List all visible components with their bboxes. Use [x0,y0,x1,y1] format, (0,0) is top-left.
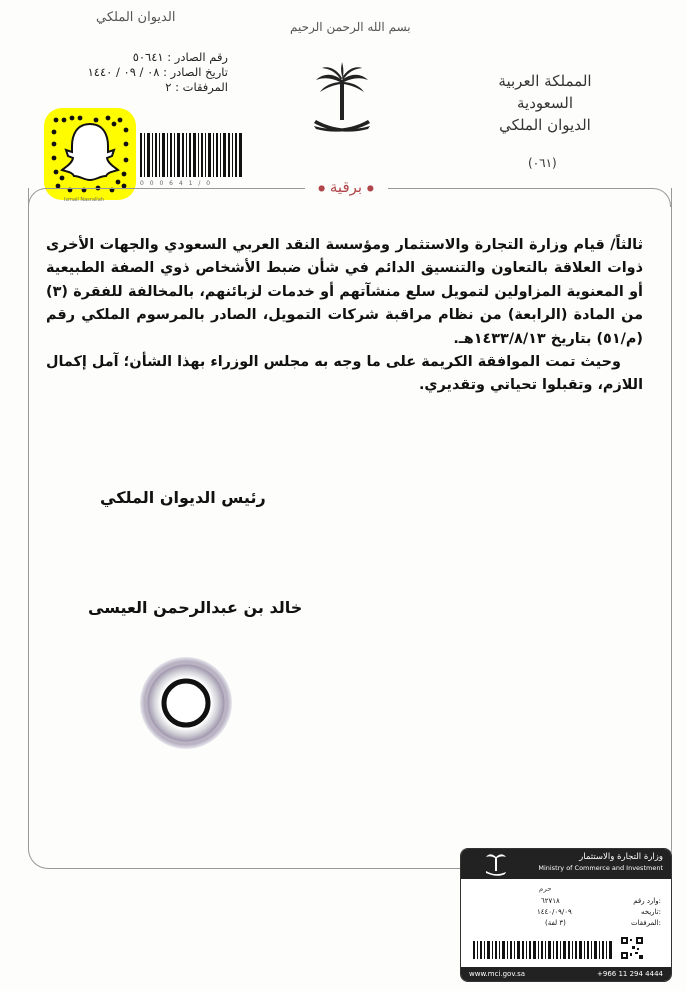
stamp-header [461,849,671,879]
stamp-footer [461,967,671,981]
snapcode [44,108,136,200]
telegram-type-text: برقية [329,178,363,196]
hologram-seal-icon [138,655,234,751]
stamp-ministry-ar: وزارة التجارة والاستثمار [579,852,663,862]
frame-top-left [28,188,305,207]
attachments-count: المرفقات : ٢ [165,80,228,94]
kingdom-title-block [470,70,620,136]
document-barcode [140,133,242,177]
stamp-incoming-value: ٦٢٧١٨ [541,897,560,905]
dot-right-icon: ● [366,183,374,193]
kingdom-name: المملكة العربية السعودية [498,72,592,112]
ministry-incoming-stamp [460,848,672,982]
royal-court-name: الديوان الملكي [499,116,591,134]
palm-swords-emblem-icon [310,62,374,142]
stamp-website: www.mci.gov.sa [469,970,526,978]
issue-meta [78,50,228,95]
basmala: بسم الله الرحمن الرحيم [290,20,411,34]
stamp-qr-icon [621,937,643,959]
signatory-name: خالد بن عبدالرحمن العيسى [88,598,303,617]
stamp-handwritten-note: حرم [539,885,552,893]
stamp-date-value: ١٤٤٠/٠٩/٠٩ [537,908,572,916]
dot-left-icon: ● [318,183,326,193]
frame-top-right [388,188,671,207]
barcode-number: 0 0 0 6 4 1 / 0 [140,180,213,187]
telegram-type-label [304,178,388,196]
royal-court-top-label: الديوان الملكي [96,10,176,25]
paragraph-third-directive: ثالثاً/ قيام وزارة التجارة والاستثمار ومؤسسة النقد العربي السعودي والجهات الأخرى ذوات العلاقة بالتعاون والتنسيق الدائم في شأن ضبط الأشخاص ذوي الصفة الطبيعية أو المعنوية المزاولين لتمويل سلع منشآتهم أو خدمات لزبائنهم، بالمخالفة للفقرة (٣) من المادة (الرابعة) من نظام مراقبة شركات التمويل، الصادر بالمرسوم الملكي رقم (م/٥١) بتاريخ ١٤٣٣/٨/١٣هـ. [46,237,643,347]
snapcode-caption: Ismail Nasrallah [64,197,104,203]
paragraph-closing: وحيث تمت الموافقة الكريمة على ما وجه به مجلس الوزراء بهذا الشأن؛ آمل إكمال اللازم، وتقبلوا تحياتي وتقديري. [46,354,643,394]
letter-body [46,234,643,398]
stamp-attachments-value: (٣ لفة) [545,919,566,927]
stamp-ministry-en: Ministry of Commerce and Investment [538,864,663,872]
stamp-date-label: تاريخه: [640,908,661,916]
issue-date: تاريخ الصادر : ٠٨ / ٠٩ / ١٤٤٠ [87,65,228,79]
stamp-phone: +966 11 294 4444 [597,970,663,978]
stamp-incoming-label: وارد رقم: [633,897,661,905]
reference-code: (٠٦١) [528,156,557,170]
stamp-attachments-label: المرفقات: [631,919,661,927]
signatory-title: رئيس الديوان الملكي [100,488,266,507]
issue-number: رقم الصادر : ٥٠٦٤١ [132,50,228,64]
ghost-icon [60,120,120,186]
stamp-barcode [473,941,613,959]
ministry-logo-icon [485,851,507,877]
